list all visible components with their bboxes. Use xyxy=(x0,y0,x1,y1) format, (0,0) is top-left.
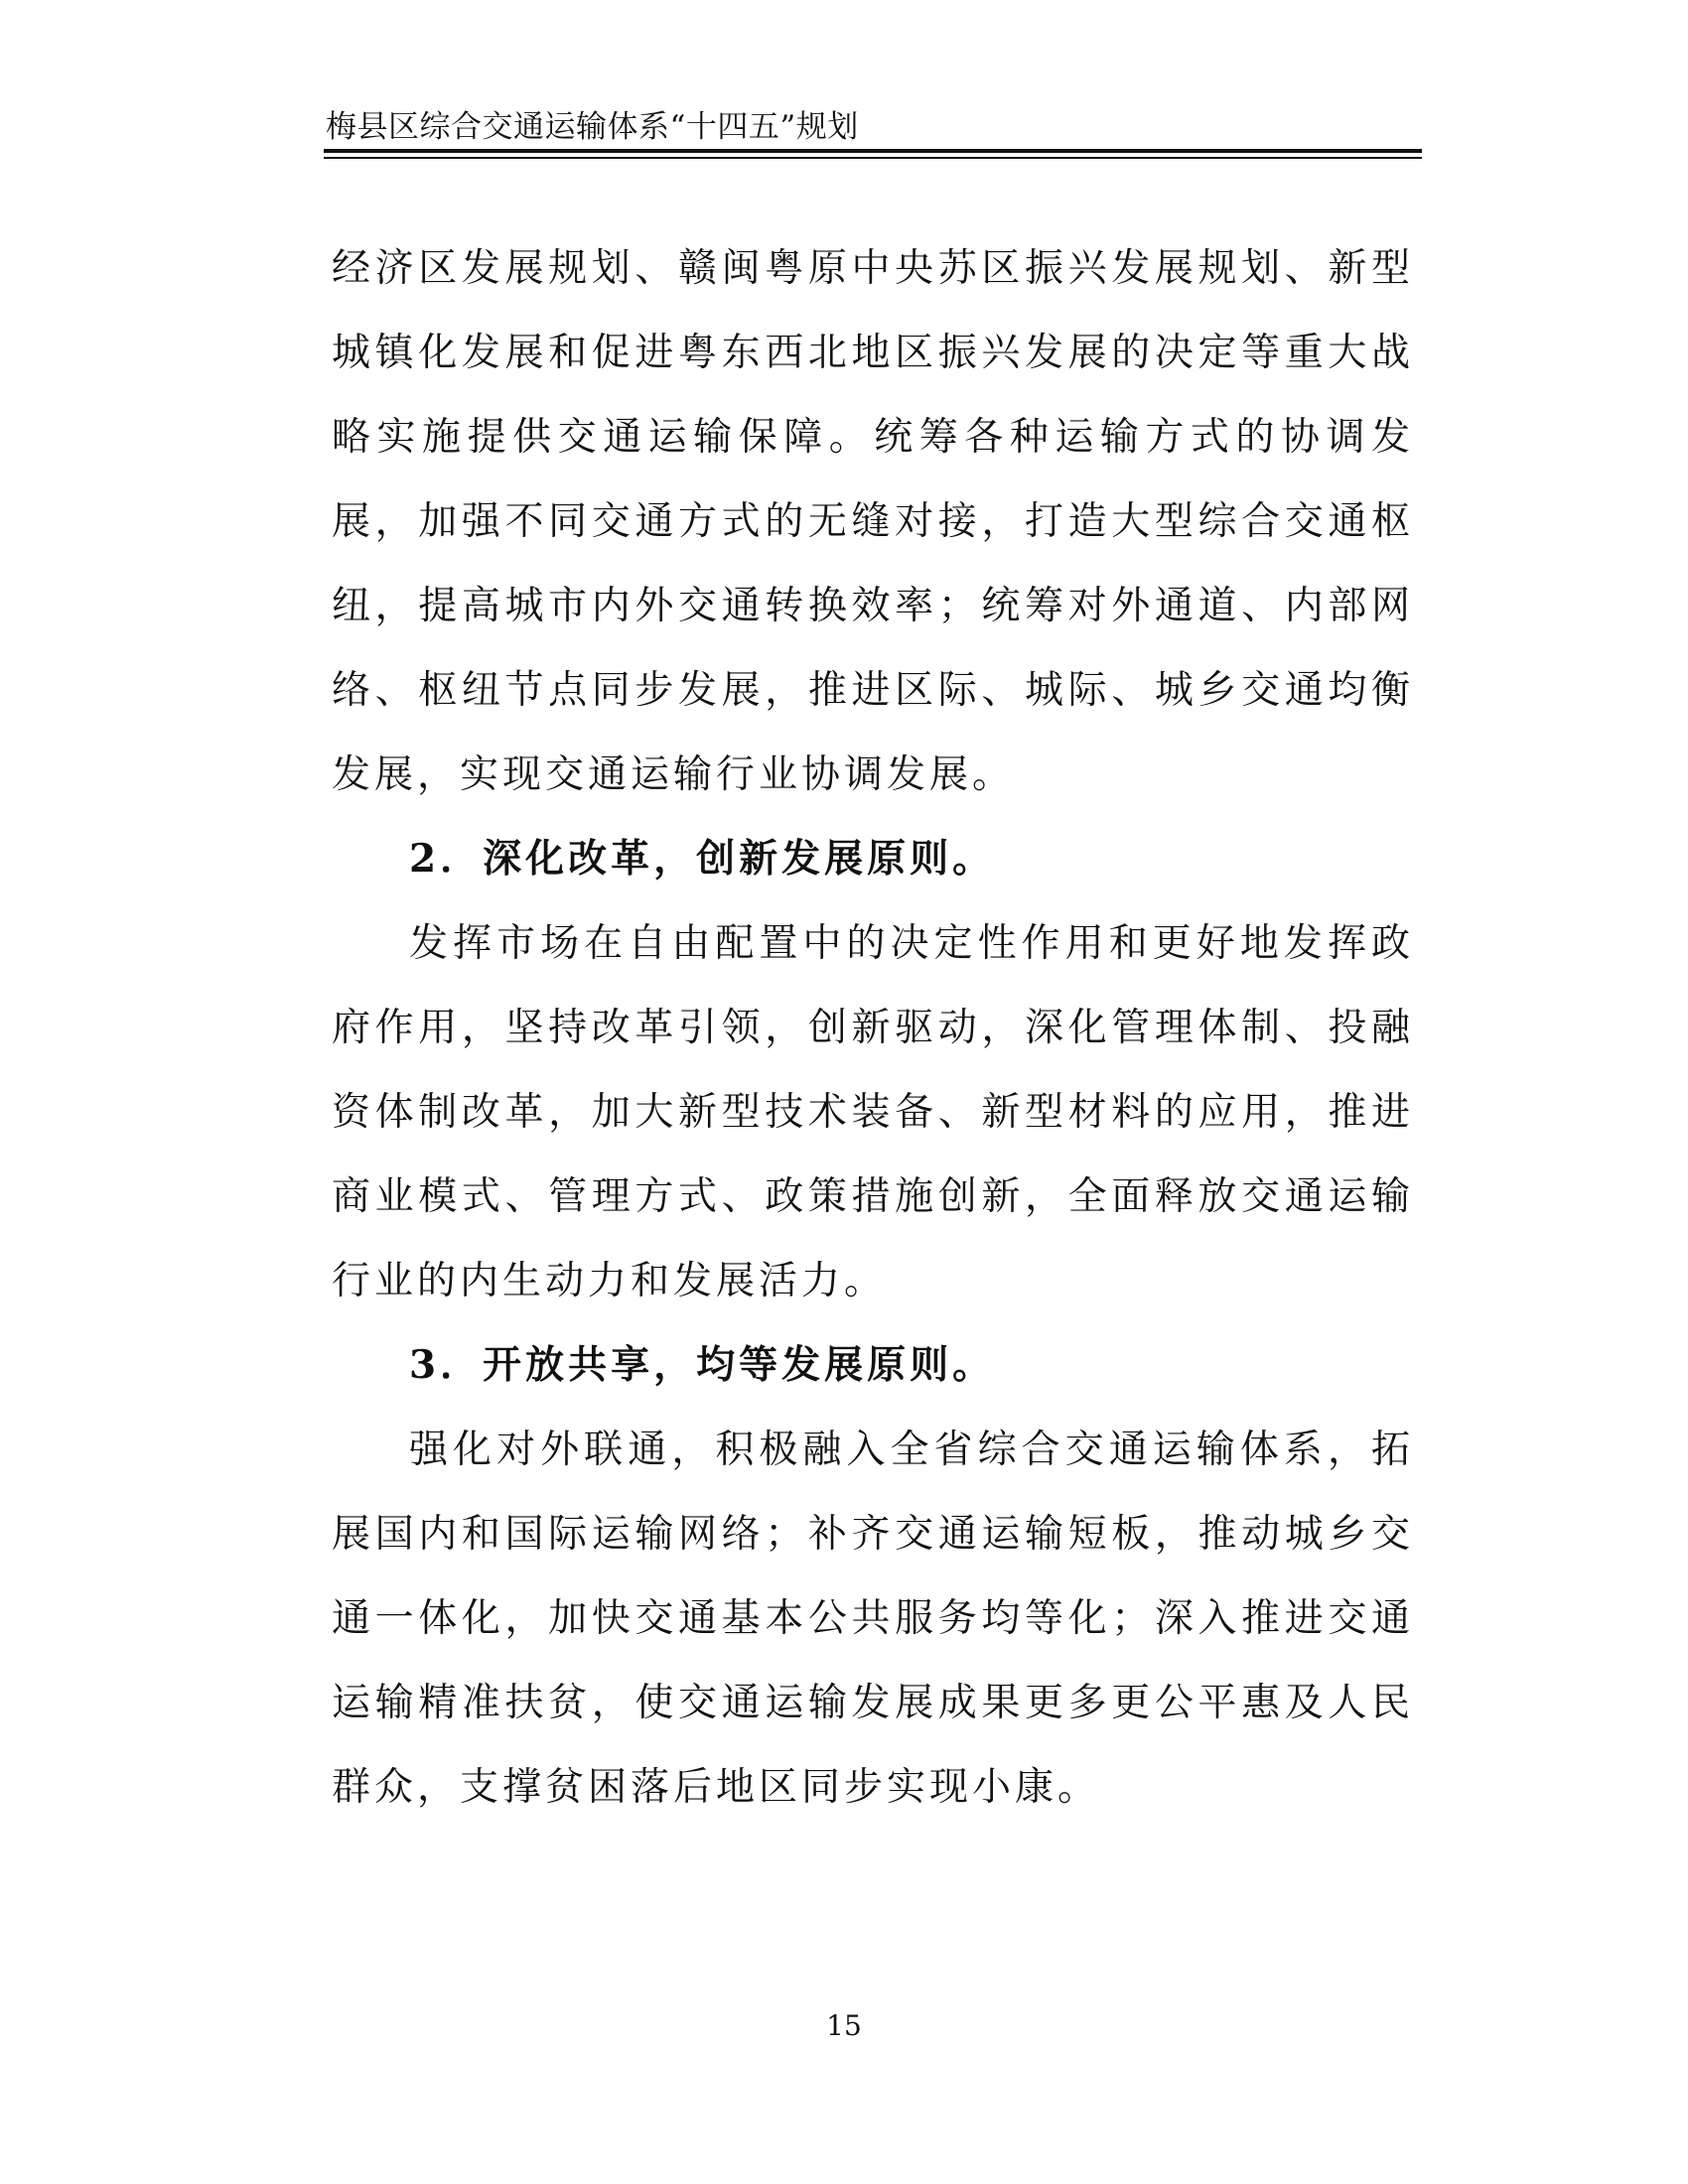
section-heading-2: 2．深化改革，创新发展原则。 xyxy=(409,836,996,882)
paragraph-continued: 经济区发展规划、赣闽粤原中央苏区振兴发展规划、新型城镇化发展和促进粤东西北地区振兴发展的决定等重大战略实施提供交通运输保障。统筹各种运输方式的协调发展，加强不同交通方式的无缝对接，打造大型综合交通枢纽，提高城市内外交通转换效率；统筹对外通道、内部网络、枢纽节点同步发展，推进区际、城际、城乡交通均衡发展，实现交通运输行业协调发展。 xyxy=(332,246,1414,797)
page-number: 15 xyxy=(826,2009,862,2042)
header-rule-thin xyxy=(324,157,1422,159)
paragraph-opening: 强化对外联通，积极融入全省综合交通运输体系，拓展国内和国际运输网络；补齐交通运输短板，推动城乡交通一体化，加快交通基本公共服务均等化；深入推进交通运输精准扶贫，使交通运输发展成果更多更公平惠及人民群众，支撑贫困落后地区同步实现小康。 xyxy=(332,1428,1414,1810)
header-rule-thick xyxy=(324,149,1422,153)
section-heading-3: 3．开放共享，均等发展原则。 xyxy=(409,1342,996,1388)
document-body xyxy=(332,226,1414,1830)
paragraph-reform: 发挥市场在自由配置中的决定性作用和更好地发挥政府作用，坚持改革引领，创新驱动，深化管理体制、投融资体制改革，加大新型技术装备、新型材料的应用，推进商业模式、管理方式、政策措施创新，全面释放交通运输行业的内生动力和发展活力。 xyxy=(332,921,1414,1303)
running-header: 梅县区综合交通运输体系“十四五”规划 xyxy=(326,109,859,145)
